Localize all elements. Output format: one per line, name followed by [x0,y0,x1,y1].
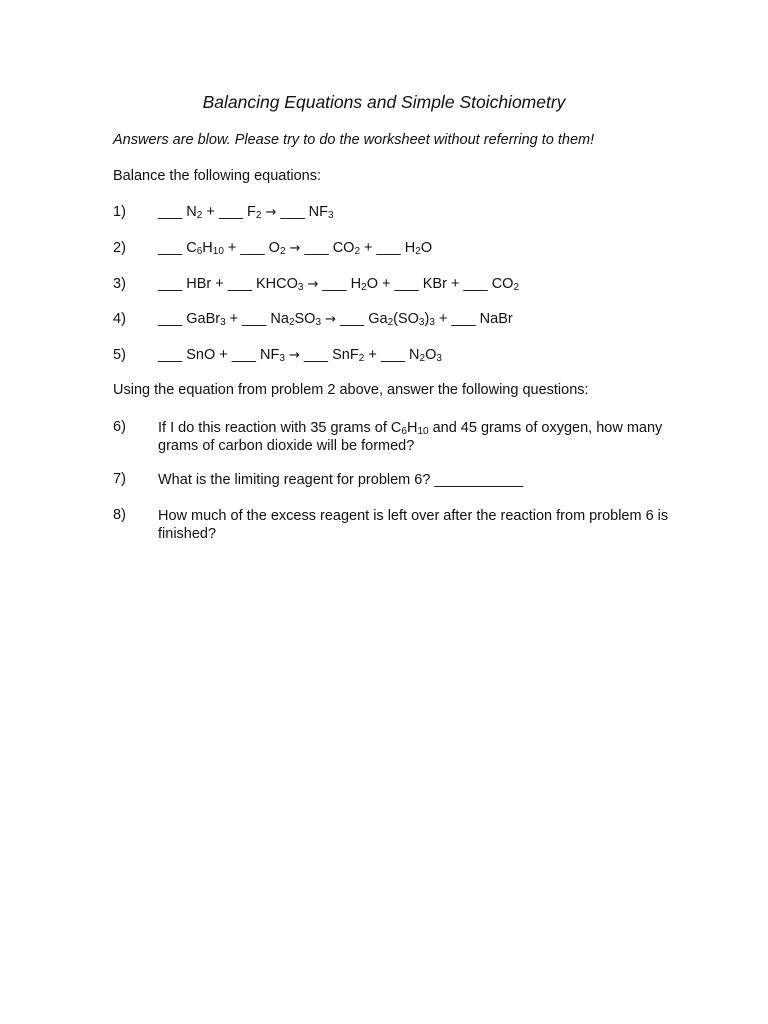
question-text: If I do this reaction with 35 grams of C [158,420,402,436]
coefficient-blank: ___ [280,204,305,220]
formula-part: SO [294,311,316,327]
coefficient-blank: ___ [340,311,365,327]
formula [309,204,334,220]
plus-sign: + [229,311,239,327]
subscript: 2 [358,353,365,364]
reaction-arrow-icon: → [307,277,319,292]
coefficient-blank: ___ [231,347,256,363]
equation-number: 2) [113,240,126,256]
formula-part: C [186,240,197,256]
subscript: 6 [401,426,407,437]
coefficient-blank: ___ [240,240,265,256]
formula [368,311,435,327]
question-text: and 45 grams of oxygen, how many grams of carbon dioxide will be formed? [158,420,663,454]
coefficient-blank: ___ [158,311,183,327]
subscript: 3 [220,317,226,328]
formula [492,276,519,292]
formula-part: N [409,347,420,363]
plus-sign: + [450,276,460,292]
plus-sign: + [382,276,391,292]
reaction-arrow-icon: → [289,241,301,256]
formula [247,204,261,220]
equation-number: 3) [113,276,126,292]
formula-part: CO [491,276,514,292]
answers-note: Answers are blow. Please try to do the worksheet without referring to them! [113,132,595,148]
subscript: 2 [419,353,426,364]
equation-number: 1) [113,204,126,220]
question-number: 8) [113,507,126,523]
formula [186,347,215,363]
subscript: 3 [418,317,425,328]
subscript: 3 [315,317,322,328]
equation-4 [158,311,513,327]
question-number: 7) [113,471,126,487]
subscript: 3 [279,353,285,364]
formula [423,276,447,292]
formula-part: KBr [422,276,447,292]
subscript: 3 [429,317,435,328]
formula [480,311,513,327]
formula-part: F [247,204,256,220]
subscript: 2 [387,317,394,328]
formula-part: GaBr [186,311,221,327]
formula-part: H [350,276,362,292]
equation-number: 4) [113,311,126,327]
equation-3 [158,276,519,292]
coefficient-blank: ___ [463,276,488,292]
subscript: 10 [417,426,429,437]
question-number: 6) [113,419,126,435]
coefficient-blank: ___ [304,240,329,256]
formula-part: O [268,240,280,256]
subscript: 2 [196,210,203,221]
formula-part: HBr [186,276,212,292]
formula [351,276,378,292]
subscript: 2 [361,282,367,293]
subscript: 3 [436,353,442,364]
formula-part: Ga [368,311,388,327]
formula-part: SnO [186,347,216,363]
formula-part: Na [270,311,289,327]
formula-part: CO [332,240,355,256]
equation-number: 5) [113,347,126,363]
formula [333,240,360,256]
formula-part: O [366,276,378,292]
coefficient-blank: ___ [376,240,401,256]
coefficient-blank: ___ [158,204,183,220]
coefficient-blank: ___ [451,311,476,327]
formula-part: ) [424,311,430,327]
plus-sign: + [364,240,373,256]
page-title: Balancing Equations and Simple Stoichiometry [202,92,566,112]
coefficient-blank: ___ [227,276,252,292]
plus-sign: + [438,311,448,327]
formula [332,347,364,363]
formula-part: (SO [393,311,419,327]
equation-2 [158,240,432,256]
subscript: 2 [354,246,361,257]
formula [260,347,285,363]
question-6 [158,419,678,455]
reaction-arrow-icon: → [288,348,300,363]
formula [186,204,202,220]
formula [269,240,286,256]
subscript: 2 [255,210,262,221]
formula-part: NaBr [479,311,513,327]
plus-sign: + [219,347,228,363]
coefficient-blank: ___ [303,347,329,363]
formula-part: O [425,347,437,363]
coefficient-blank: ___ [242,311,267,327]
formula [186,240,224,256]
formula [405,240,432,256]
subscript: 10 [212,246,224,257]
formula-part: KHCO [255,276,298,292]
formula [270,311,321,327]
coefficient-blank: ___ [158,240,183,256]
subscript: 2 [513,282,519,293]
formula-part: NF [308,204,329,220]
subscript: 6 [196,246,203,257]
formula [409,347,442,363]
plus-sign: + [368,347,377,363]
subscript: 2 [279,246,286,257]
subscript: 3 [297,282,304,293]
formula [256,276,303,292]
subscript: 3 [328,210,334,221]
question-8: How much of the excess reagent is left over after the reaction from problem 6 is finished? [158,508,669,542]
coefficient-blank: ___ [322,276,347,292]
coefficient-blank: ___ [394,276,419,292]
formula-part: H [202,240,213,256]
subscript: 2 [288,317,295,328]
coefficient-blank: ___ [158,276,183,292]
plus-sign: + [215,276,224,292]
balance-instruction: Balance the following equations: [113,168,321,184]
equation-5 [158,347,442,363]
formula-part: H [404,240,416,256]
formula [186,311,225,327]
coefficient-blank: ___ [218,204,244,220]
formula-part: NF [260,347,280,363]
reaction-arrow-icon: → [325,312,336,327]
question-text: H [406,420,418,436]
formula-part: N [186,204,197,220]
plus-sign: + [206,204,215,220]
equation-1 [158,204,334,220]
questions-intro: Using the equation from problem 2 above, answer the following questions: [113,382,589,398]
subscript: 2 [415,246,421,257]
question-7: What is the limiting reagent for problem 6? ___________ [158,472,524,488]
reaction-arrow-icon: → [265,205,277,220]
formula [186,276,211,292]
formula-part: O [420,240,433,256]
formula-part: SnF [332,347,359,363]
coefficient-blank: ___ [158,347,183,363]
coefficient-blank: ___ [380,347,406,363]
plus-sign: + [227,240,237,256]
